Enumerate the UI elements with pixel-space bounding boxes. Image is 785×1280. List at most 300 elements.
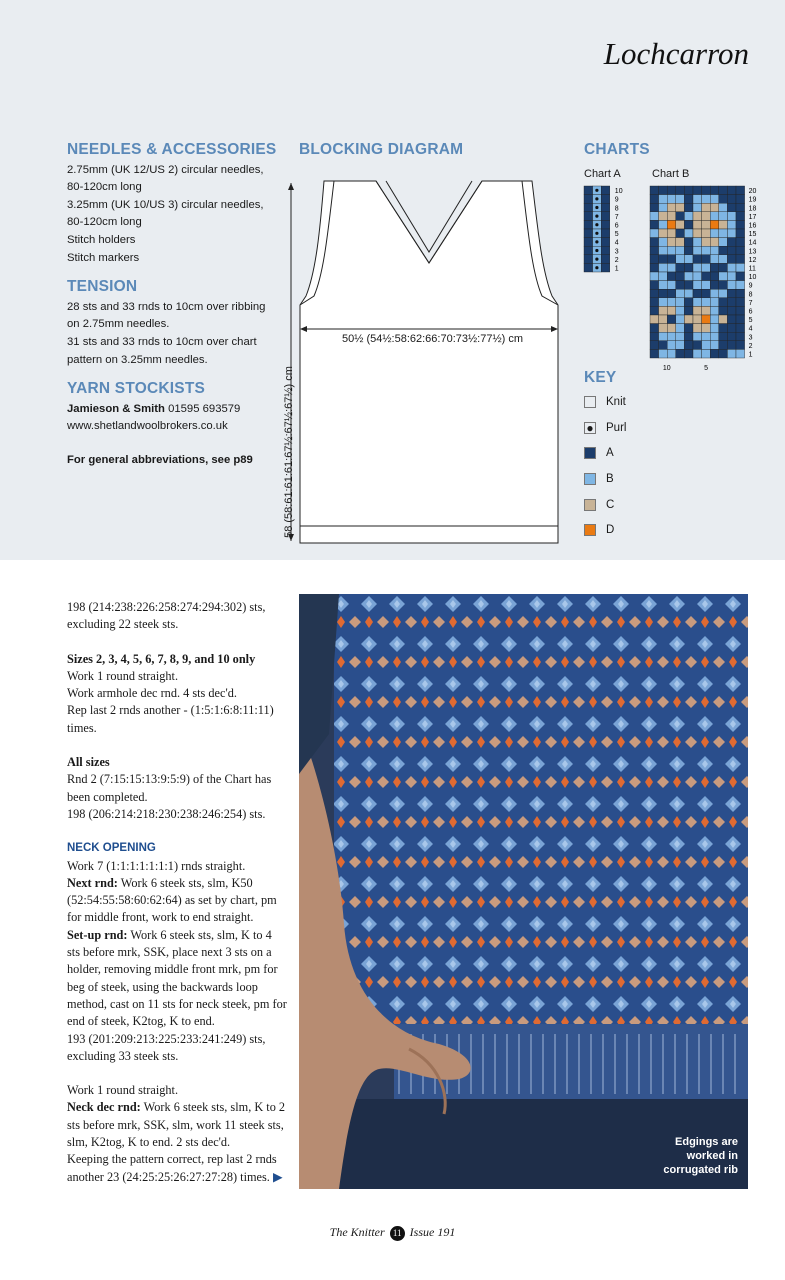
chart-b-cell: [650, 306, 659, 315]
chart-b-cell: [719, 195, 728, 204]
key-heading-wrap: [584, 369, 616, 387]
blocking-heading: BLOCKING DIAGRAM: [299, 141, 464, 158]
chart-b-cell: [736, 238, 745, 247]
chart-b-cell: [650, 220, 659, 229]
chart-b-cell: [684, 298, 693, 307]
page-footer: [0, 1225, 785, 1241]
chart-b-cell: [659, 246, 668, 255]
chart-a-cell: [601, 238, 610, 247]
chart-b-cell: [710, 306, 719, 315]
chart-a-row-number: 10: [614, 188, 623, 196]
chart-b-cell: [736, 281, 745, 290]
chart-b-cell: [659, 238, 668, 247]
chart-b-cell: [650, 195, 659, 204]
chart-b-cell: [727, 246, 736, 255]
color-a-swatch: [584, 447, 596, 459]
chart-b-cell: [727, 212, 736, 221]
chart-b-cell: [736, 298, 745, 307]
chart-b-cell: [667, 289, 676, 298]
chart-b-cell: [727, 195, 736, 204]
chart-b-cell: [727, 332, 736, 341]
blocking-diagram: [276, 141, 524, 538]
chart-b-cell: [693, 220, 702, 229]
knit-pattern-image: [299, 594, 748, 1189]
chart-b-cell: [693, 203, 702, 212]
chart-b-row-number: 3: [748, 334, 753, 342]
chart-b-cell: [710, 212, 719, 221]
chart-a-row-number: 5: [614, 231, 619, 239]
chart-b-cell: [719, 212, 728, 221]
chart-a-cell: [601, 220, 610, 229]
issue-number: Issue 191: [409, 1225, 456, 1239]
chart-b-row-number: 17: [748, 213, 757, 221]
chart-b-cell: [702, 272, 711, 281]
chart-b-cell: [736, 349, 745, 358]
needles-line: Stitch markers: [67, 251, 140, 264]
stockist-name: Jamieson & Smith: [67, 402, 165, 415]
chart-a-cell: [584, 229, 593, 238]
chart-b-cell: [719, 298, 728, 307]
chart-b-cell: [667, 238, 676, 247]
purl-dot: [595, 258, 598, 261]
chart-b-cell: [727, 341, 736, 350]
chart-b-row-number: 13: [748, 248, 757, 256]
chart-b-cell: [676, 212, 685, 221]
chart-a-label: Chart A: [584, 168, 621, 180]
chart-a-row-number: 8: [614, 205, 619, 213]
chart-a-cell: [584, 212, 593, 221]
chart-b-cell: [702, 246, 711, 255]
key-label: Knit: [606, 396, 626, 409]
chart-b-cell: [650, 212, 659, 221]
chart-a-cell: [601, 212, 610, 221]
chart-b-cell: [667, 186, 676, 195]
chart-b-row-number: 8: [748, 291, 753, 299]
key-item-knit: [584, 396, 626, 408]
needles-line: 3.25mm (UK 10/US 3) circular needles,: [67, 198, 264, 211]
chart-b-cell: [667, 349, 676, 358]
abbreviations-note: For general abbreviations, see p89: [67, 453, 253, 466]
chart-b-cell: [693, 332, 702, 341]
chart-b-cell: [667, 341, 676, 350]
chart-b-cell: [710, 246, 719, 255]
chart-b-cell: [727, 281, 736, 290]
chart-b-cell: [727, 272, 736, 281]
key-item-a: [584, 447, 614, 459]
chart-b-cell: [727, 306, 736, 315]
purl-dot: [595, 206, 598, 209]
chart-b-cell: [719, 306, 728, 315]
instruction-line: Keeping the pattern correct, rep last 2 rnds another 23 (24:25:25:26:27:27:28) times.: [67, 1152, 277, 1184]
chart-b-row-number: 2: [748, 342, 753, 350]
chart-b-cell: [667, 212, 676, 221]
chart-b-cell: [676, 195, 685, 204]
chart-b-cell: [650, 255, 659, 264]
chart-b-cell: [736, 255, 745, 264]
chart-a-cell: [584, 238, 593, 247]
neck-dec-label: Neck dec rnd:: [67, 1100, 141, 1115]
chart-a-cell: [584, 195, 593, 204]
chart-b-cell: [650, 315, 659, 324]
chart-b-cell: [727, 203, 736, 212]
chart-b-cell: [693, 298, 702, 307]
chart-b-row-number: 16: [748, 222, 757, 230]
chart-a-cell: [601, 263, 610, 272]
chart-b-cell: [667, 229, 676, 238]
chart-b-cell: [659, 281, 668, 290]
chart-b-cell: [676, 272, 685, 281]
chart-a-row-number: 4: [614, 239, 619, 247]
tension-line: 28 sts and 33 rnds to 10cm over ribbing: [67, 300, 266, 313]
chart-b-cell: [736, 212, 745, 221]
chart-b-col-number: 5: [704, 365, 709, 372]
chart-b-grid: [650, 186, 760, 372]
page-number: 11: [390, 1226, 405, 1241]
chart-b-cell: [727, 315, 736, 324]
chart-b-cell: [727, 186, 736, 195]
chart-b-cell: [659, 332, 668, 341]
tension-line: pattern on 3.25mm needles.: [67, 353, 208, 366]
chart-b-cell: [667, 263, 676, 272]
chart-a-cell: [584, 263, 593, 272]
color-b-swatch: [584, 473, 596, 485]
chart-b-cell: [684, 229, 693, 238]
chart-b-row-number: 20: [748, 188, 757, 196]
chart-b-cell: [702, 229, 711, 238]
chart-b-cell: [667, 332, 676, 341]
page-title: Lochcarron: [603, 36, 749, 71]
chart-b-row-number: 12: [748, 256, 757, 264]
chart-b-cell: [650, 281, 659, 290]
chart-a-cell: [584, 246, 593, 255]
chart-b-col-number: 10: [662, 365, 671, 372]
chart-b-cell: [667, 195, 676, 204]
chart-b-cell: [727, 229, 736, 238]
caption-line: corrugated rib: [663, 1164, 738, 1176]
key-heading: KEY: [584, 369, 617, 386]
tension-line: on 2.75mm needles.: [67, 318, 170, 331]
chart-b-cell: [693, 272, 702, 281]
chart-b-cell: [693, 238, 702, 247]
width-measurement: 50½ (54½:58:62:66:70:73½:77½) cm: [342, 333, 524, 345]
chart-b-cell: [693, 315, 702, 324]
chart-b-cell: [710, 195, 719, 204]
neck-opening-heading: NECK OPENING: [67, 842, 156, 855]
chart-b-cell: [710, 281, 719, 290]
photo-caption: [663, 1135, 738, 1177]
chart-b-cell: [702, 289, 711, 298]
chart-a-cell: [584, 203, 593, 212]
key-label: A: [606, 447, 614, 460]
chart-b-cell: [676, 341, 685, 350]
chart-b-cell: [736, 246, 745, 255]
chart-a-row-number: 1: [614, 265, 619, 273]
chart-b-cell: [719, 255, 728, 264]
chart-b-cell: [736, 220, 745, 229]
chart-a-cell: [601, 195, 610, 204]
chart-b-cell: [710, 298, 719, 307]
chart-b-cell: [719, 229, 728, 238]
chart-b-cell: [693, 349, 702, 358]
chart-b-cell: [650, 332, 659, 341]
needles-line: 80-120cm long: [67, 181, 142, 194]
chart-b-cell: [659, 306, 668, 315]
chart-b-cell: [693, 186, 702, 195]
chart-b-cell: [667, 272, 676, 281]
chart-b-cell: [710, 238, 719, 247]
purl-dot: [595, 197, 598, 200]
chart-b-cell: [710, 186, 719, 195]
chart-b-cell: [650, 203, 659, 212]
chart-b-cell: [719, 220, 728, 229]
chart-b-cell: [659, 212, 668, 221]
purl-swatch: ●: [584, 422, 596, 434]
chart-b-cell: [659, 324, 668, 333]
chart-b-cell: [719, 281, 728, 290]
chart-b-cell: [659, 203, 668, 212]
chart-b-cell: [650, 238, 659, 247]
magazine-name: The Knitter: [329, 1225, 385, 1239]
chart-b-cell: [719, 238, 728, 247]
chart-b-cell: [659, 272, 668, 281]
chart-b-row-number: 1: [748, 351, 753, 359]
chart-b-cell: [736, 315, 745, 324]
chart-b-cell: [693, 246, 702, 255]
chart-b-cell: [710, 255, 719, 264]
chart-b-cell: [719, 315, 728, 324]
chart-b-cell: [676, 203, 685, 212]
chart-b-cell: [650, 349, 659, 358]
chart-b-cell: [710, 220, 719, 229]
chart-b-cell: [659, 195, 668, 204]
chart-b-cell: [693, 306, 702, 315]
chart-b-cell: [710, 349, 719, 358]
chart-b-cell: [659, 289, 668, 298]
key-item-c: [584, 499, 614, 511]
chart-b-cell: [702, 341, 711, 350]
chart-b-cell: [736, 289, 745, 298]
chart-b-cell: [684, 281, 693, 290]
chart-b-cell: [684, 186, 693, 195]
chart-b-cell: [676, 238, 685, 247]
chart-b-cell: [693, 229, 702, 238]
chart-b-cell: [676, 324, 685, 333]
chart-b-cell: [702, 349, 711, 358]
chart-b-cell: [702, 186, 711, 195]
chart-a-row-number: 2: [614, 256, 619, 264]
chart-b-cell: [667, 324, 676, 333]
tension-line: 31 sts and 33 rnds to 10cm over chart: [67, 335, 257, 348]
chart-b-row-number: 10: [748, 274, 757, 282]
chart-b-cell: [693, 324, 702, 333]
chart-b-cell: [684, 324, 693, 333]
chart-b-cell: [702, 332, 711, 341]
chart-b-cell: [667, 255, 676, 264]
chart-b-cell: [736, 306, 745, 315]
chart-b-cell: [650, 289, 659, 298]
instruction-line: Work 6 steek sts, slm, K to 2 sts before mrk, SSK, slm, work 11 steek sts, slm, K2tog, K to end. 2 sts dec'd.: [67, 1100, 286, 1150]
instruction-line: Work 1 round straight.: [67, 668, 179, 683]
setup-rnd-label: Set-up rnd:: [67, 927, 128, 942]
chart-b-cell: [693, 341, 702, 350]
chart-b-cell: [667, 220, 676, 229]
chart-b-row-number: 19: [748, 196, 757, 204]
chart-b-cell: [684, 238, 693, 247]
chart-a-cell: [601, 246, 610, 255]
chart-a-cell: [601, 229, 610, 238]
purl-dot: [595, 266, 598, 269]
purl-dot: [595, 223, 598, 226]
instruction-line: Work armhole dec rnd. 4 sts dec'd.: [67, 686, 237, 701]
chart-b-cell: [702, 220, 711, 229]
instruction-line: Work 1 round straight.: [67, 1083, 179, 1098]
key-item-b: [584, 473, 614, 485]
all-sizes-heading: All sizes: [67, 755, 110, 770]
purl-dot: [595, 240, 598, 243]
chart-b-cell: [719, 246, 728, 255]
chart-b-cell: [684, 289, 693, 298]
chart-b-cell: [659, 229, 668, 238]
chart-b-cell: [659, 315, 668, 324]
chart-a-cell: [601, 255, 610, 264]
chart-b-row-number: 9: [748, 282, 753, 290]
chart-b-cell: [676, 255, 685, 264]
chart-b-cell: [684, 332, 693, 341]
charts-heading: CHARTS: [584, 141, 650, 158]
chart-b-cell: [693, 263, 702, 272]
chart-b-cell: [650, 246, 659, 255]
chart-a-row-number: 9: [614, 196, 619, 204]
chart-b-cell: [693, 281, 702, 290]
chart-b-cell: [684, 195, 693, 204]
stockist-url[interactable]: www.shetlandwoolbrokers.co.uk: [67, 420, 228, 433]
chart-b-cell: [736, 263, 745, 272]
chart-b-row-number: 14: [748, 239, 757, 247]
chart-b-cell: [684, 220, 693, 229]
next-rnd-label: Next rnd:: [67, 875, 118, 890]
chart-b-cell: [650, 186, 659, 195]
purl-dot: [595, 249, 598, 252]
instruction-line: 198 (206:214:218:230:238:246:254) sts.: [67, 806, 266, 821]
color-d-swatch: [584, 524, 596, 536]
key-label: Purl: [606, 422, 627, 435]
purl-dot: [595, 189, 598, 192]
chart-b-cell: [684, 263, 693, 272]
chart-b-cell: [727, 263, 736, 272]
chart-b-cell: [684, 315, 693, 324]
needles-heading: NEEDLES & ACCESSORIES: [67, 141, 277, 158]
chart-b-cell: [650, 229, 659, 238]
chart-b-cell: [710, 289, 719, 298]
purl-dot: [595, 232, 598, 235]
chart-b-cell: [727, 238, 736, 247]
chart-b-cell: [719, 349, 728, 358]
chart-b-cell: [667, 315, 676, 324]
chart-b-cell: [727, 298, 736, 307]
chart-a-cell: [601, 203, 610, 212]
chart-b-cell: [736, 332, 745, 341]
key-item-d: [584, 524, 614, 536]
chart-b-cell: [710, 203, 719, 212]
instruction-line: Rep last 2 rnds another - (1:5:1:6:8:11:11) times.: [67, 703, 274, 735]
chart-b-cell: [693, 255, 702, 264]
chart-b-cell: [684, 306, 693, 315]
chart-b-cell: [684, 349, 693, 358]
chart-b-cell: [667, 298, 676, 307]
chart-b-cell: [659, 349, 668, 358]
chart-b-cell: [719, 263, 728, 272]
chart-b-cell: [719, 324, 728, 333]
chart-a-cell: [601, 186, 610, 195]
chart-b-cell: [659, 255, 668, 264]
chart-b-cell: [710, 263, 719, 272]
chart-b-cell: [710, 315, 719, 324]
chart-b-cell: [702, 263, 711, 272]
chart-b-cell: [676, 289, 685, 298]
chart-b-cell: [719, 272, 728, 281]
chart-b-cell: [667, 306, 676, 315]
chart-b-cell: [710, 341, 719, 350]
chart-b-cell: [693, 212, 702, 221]
chart-b-cell: [676, 263, 685, 272]
chart-b-cell: [719, 289, 728, 298]
chart-b-row-number: 15: [748, 231, 757, 239]
key-label: B: [606, 473, 614, 486]
chart-b-cell: [684, 246, 693, 255]
chart-b-cell: [676, 229, 685, 238]
chart-a-row-number: 3: [614, 248, 619, 256]
chart-b-cell: [736, 186, 745, 195]
chart-b-cell: [719, 203, 728, 212]
chart-b-cell: [710, 272, 719, 281]
chart-b-cell: [719, 332, 728, 341]
chart-b-cell: [702, 203, 711, 212]
tension-heading: TENSION: [67, 278, 138, 296]
info-column: [67, 141, 287, 470]
chart-a-grid: [584, 186, 624, 286]
instruction-line: Work 6 steek sts, slm, K to 4 sts before mrk, SSK, place next 3 sts on a holder, removing middle front mrk, pm for beg of steek, using the backwards loop method, cast on 11 sts for neck steek, pm for end of steek, K2tog, K to end.: [67, 927, 287, 1029]
chart-b-cell: [684, 212, 693, 221]
needles-line: Stitch holders: [67, 233, 136, 246]
caption-line: Edgings are: [675, 1136, 738, 1148]
knit-swatch: [584, 396, 596, 408]
chart-b-cell: [693, 289, 702, 298]
chart-b-cell: [727, 220, 736, 229]
chart-b-cell: [736, 341, 745, 350]
chart-b-cell: [659, 263, 668, 272]
chart-b-label: Chart B: [652, 168, 690, 180]
caption-line: worked in: [686, 1150, 738, 1162]
chart-b-cell: [702, 306, 711, 315]
chart-a-cell: [584, 186, 593, 195]
chart-b-row-number: 7: [748, 299, 753, 307]
needles-line: 80-120cm long: [67, 216, 142, 229]
chart-b-cell: [710, 324, 719, 333]
chart-b-cell: [676, 306, 685, 315]
color-c-swatch: [584, 499, 596, 511]
chart-b-cell: [684, 255, 693, 264]
chart-b-cell: [676, 298, 685, 307]
chart-b-cell: [659, 298, 668, 307]
chart-b-cell: [736, 324, 745, 333]
sweater-photo: [299, 594, 748, 1189]
instruction-line: Rnd 2 (7:15:15:13:9:5:9) of the Chart has been completed.: [67, 772, 272, 804]
chart-b-cell: [727, 255, 736, 264]
chart-b-cell: [676, 332, 685, 341]
chart-b-cell: [676, 349, 685, 358]
stockist-phone: 01595 693579: [168, 402, 241, 415]
chart-b-cell: [710, 332, 719, 341]
